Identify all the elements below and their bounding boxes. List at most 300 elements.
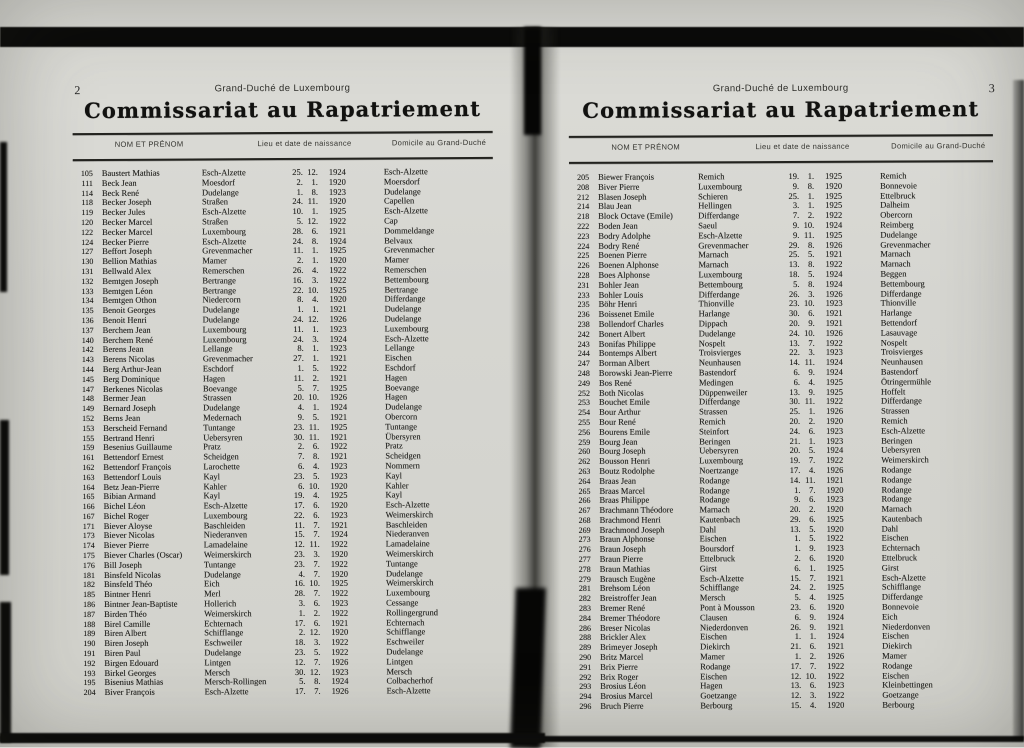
row-domicile: Esch-Alzette (385, 499, 430, 510)
row-domicile: Eschdorf (384, 362, 416, 373)
row-number: 223 (577, 231, 590, 241)
row-domicile: Schifflange (881, 581, 921, 593)
row-number: 277 (578, 554, 591, 564)
header-rule-bottom (73, 157, 493, 161)
row-number: 135 (81, 306, 94, 316)
row-birthdate: 22. 3. 1923 (789, 347, 843, 358)
row-domicile: Dalheim (880, 199, 910, 210)
row-domicile: Kautenbach (881, 513, 923, 524)
row-domicile: Dudelange (880, 229, 918, 240)
row-domicile: Neunhausen (880, 356, 923, 367)
row-name: Brosius Léon (600, 681, 646, 692)
row-name: Bohler Louis (598, 289, 644, 300)
row-name: Beck René (101, 187, 140, 198)
row-number: 218 (577, 212, 590, 222)
row-name: Breistroffer Jean (599, 592, 657, 604)
row-domicile: Esch-Alzette (384, 205, 428, 216)
row-domicile: Pratz (385, 440, 403, 451)
row-birthplace: Steinfort (699, 425, 729, 437)
row-birthdate: 23. 10. 1923 (788, 298, 843, 309)
row-name: Braun Alphonse (599, 534, 655, 545)
row-number: 268 (578, 515, 591, 525)
row-birthdate: 25. 1. 1925 (788, 190, 843, 201)
row-birthplace: Remich (698, 171, 725, 182)
row-number: 296 (579, 701, 592, 711)
row-number: 133 (81, 286, 94, 296)
row-number: 244 (577, 349, 590, 359)
row-domicile: Hoffelt (880, 385, 906, 397)
row-number: 161 (82, 453, 95, 463)
column-header-domicile: Domicile au Grand-Duché (891, 141, 986, 151)
row-domicile: Harlange (880, 307, 912, 318)
row-domicile: Marnach (881, 503, 912, 514)
row-name: Biver Pierre (598, 181, 640, 192)
row-birthplace: Grevenmacher (202, 353, 253, 364)
row-birthdate: 5. 8. 1924 (793, 278, 843, 289)
row-birthdate: 26. 4. 1922 (292, 264, 347, 275)
row-name: Benoit Georges (102, 304, 156, 316)
row-birthplace: Harlange (698, 308, 730, 319)
row-birthplace: Neunhausen (698, 357, 741, 368)
row-birthplace: Merl (204, 588, 221, 599)
row-domicile: Weimerskirch (881, 454, 929, 465)
page-left (58, 54, 510, 731)
row-number: 243 (577, 339, 590, 349)
row-birthdate: 28. 7. 1922 (294, 587, 349, 599)
row-name: Both Nicolas (598, 387, 644, 398)
row-birthplace: Thionville (698, 298, 735, 309)
row-number: 284 (578, 613, 592, 623)
row-number: 124 (81, 237, 94, 247)
row-name: Bemtgen Léon (102, 285, 153, 296)
page-kicker: Grand-Duché de Luxembourg (214, 82, 351, 95)
row-domicile: Grevenmacher (880, 238, 931, 250)
row-birthdate: 12. 11. 1922 (294, 538, 348, 550)
row-name: Bichel Roger (103, 510, 149, 521)
row-birthplace: Tuntange (203, 421, 236, 433)
row-birthdate: 7. 8. 1921 (297, 450, 348, 462)
row-domicile: Dommeldange (384, 224, 435, 236)
row-birthdate: 1. 2. 1926 (794, 650, 845, 661)
row-domicile: Hagen (384, 372, 408, 383)
row-birthplace: Esch-Alzette (201, 167, 246, 178)
row-birthplace: Marnach (698, 259, 729, 270)
row-birthdate: 19. 4. 1925 (293, 489, 348, 501)
row-name: Berg Dominique (102, 373, 160, 384)
row-birthplace: Kayl (203, 471, 220, 482)
row-birthdate: 2. 6. 1922 (297, 440, 348, 452)
row-birthdate: 7. 2. 1922 (792, 209, 843, 221)
row-birthplace: Esch-Alzette (698, 229, 743, 241)
row-birthplace: Hagen (202, 373, 226, 384)
row-name: Bertrand Henri (103, 432, 155, 443)
row-number: 231 (577, 280, 590, 290)
row-birthplace: Mersch (204, 666, 230, 678)
row-name: Britz Marcel (600, 651, 644, 662)
row-domicile: Luxembourg (384, 322, 429, 334)
row-domicile: Bonnevoie (881, 601, 919, 612)
row-domicile: Kahler (385, 479, 409, 490)
row-number: 192 (83, 658, 96, 668)
row-birthplace: Rodange (699, 484, 730, 495)
row-birthdate: 5. 12. 1922 (296, 215, 347, 226)
row-name: Bintner Henri (104, 588, 152, 600)
row-name: Bodry Adolphe (598, 230, 651, 241)
row-domicile: Kleinbettingen (882, 679, 933, 691)
row-birthplace: Hellingen (698, 200, 732, 211)
row-number: 269 (578, 525, 591, 535)
row-number: 255 (578, 417, 591, 427)
row-birthplace: Schifflange (204, 627, 244, 638)
row-birthdate: 23. 3. 1920 (294, 548, 348, 560)
row-birthplace: Dudelange (202, 314, 240, 325)
row-number: 259 (578, 437, 591, 447)
row-birthdate: 18. 3. 1922 (294, 636, 349, 648)
row-birthplace: Mamer (700, 651, 725, 662)
row-name: Baustert Mathias (101, 167, 160, 178)
row-number: 132 (81, 276, 94, 286)
row-number: 188 (83, 619, 96, 629)
row-number: 127 (81, 247, 94, 257)
row-name: Berchem René (102, 334, 154, 345)
row-birthdate: 11. 1. 1923 (293, 323, 347, 334)
row-domicile: Bonnevoie (880, 180, 917, 191)
row-domicile: Colbacherhof (386, 675, 433, 686)
row-domicile: Lellange (384, 342, 415, 353)
row-name: Brix Roger (600, 671, 639, 682)
row-domicile: Thionville (880, 297, 917, 308)
row-birthdate: 24. 10. 1926 (789, 327, 843, 338)
row-name: Besenius Guillaume (103, 441, 173, 453)
row-birthplace: Straßen (202, 216, 229, 227)
row-birthdate: 13. 8. 1922 (788, 258, 843, 270)
row-birthdate: 29. 6. 1925 (789, 513, 844, 524)
row-birthplace: Remerschen (202, 265, 245, 276)
row-birthplace: Eschweiler (204, 637, 243, 648)
row-number: 187 (83, 609, 96, 619)
row-number: 225 (577, 251, 590, 261)
row-domicile: Moersdorf (383, 176, 420, 187)
row-number: 248 (577, 368, 590, 378)
row-number: 282 (578, 594, 591, 604)
row-birthplace: Moesdorf (201, 177, 235, 188)
row-domicile: Echternach (386, 616, 425, 628)
row-name: Borowski Jean-Pierre (598, 367, 673, 378)
row-birthplace: Weimerskirch (204, 608, 252, 619)
row-birthdate: 20. 2. 1920 (789, 415, 844, 426)
row-number: 291 (579, 662, 592, 672)
row-name: Boenen Alphonse (598, 259, 659, 270)
row-name: Braun Joseph (599, 543, 646, 555)
row-birthplace: Remich (699, 416, 726, 427)
row-birthplace: Grevenmacher (202, 245, 253, 256)
row-birthdate: 23. 5. 1923 (293, 470, 348, 481)
row-birthplace: Niederanven (203, 529, 248, 540)
row-birthplace: Uebersyren (203, 431, 243, 442)
row-domicile: Nommern (385, 460, 420, 471)
row-birthdate: 30. 12. 1923 (294, 666, 349, 677)
row-name: Berchem Jean (102, 324, 151, 335)
row-name: Brausch Eugène (599, 573, 656, 584)
row-number: 130 (81, 257, 94, 267)
row-birthdate: 9. 5. 1921 (297, 411, 348, 422)
row-number: 185 (83, 590, 96, 600)
row-birthplace: Strassen (699, 406, 728, 417)
row-name: Biver François (104, 686, 155, 698)
row-name: Boissenet Emile (598, 308, 655, 319)
row-number: 171 (82, 521, 95, 531)
registry-table-right (565, 170, 1003, 711)
row-domicile: Grevenmacher (384, 244, 435, 255)
row-name: Bettendorf Ernest (103, 451, 164, 463)
row-domicile: Nospelt (880, 337, 908, 348)
row-birthplace: Goetzange (700, 690, 737, 701)
row-domicile: Dudelange (384, 313, 422, 324)
row-number: 214 (577, 202, 590, 212)
row-name: Becker Pierre (102, 236, 149, 247)
row-number: 253 (578, 398, 591, 408)
row-birthdate: 8. 4. 1920 (297, 294, 347, 305)
row-domicile: Echternach (881, 542, 920, 553)
row-name: Bisenius Mathias (104, 677, 164, 688)
column-header-domicile: Domicile au Grand-Duché (391, 137, 487, 148)
row-domicile: Hagen (384, 391, 408, 402)
row-birthplace: Medingen (698, 376, 734, 388)
row-number: 149 (82, 404, 95, 414)
header-rule-top (569, 134, 993, 138)
row-domicile: Luxembourg (386, 587, 430, 598)
row-number: 289 (579, 643, 592, 653)
row-name: Bernard Joseph (103, 402, 156, 414)
row-birthplace: Niederdonven (700, 621, 749, 633)
row-domicile: Baschleiden (385, 518, 428, 530)
row-birthdate: 25. 1. 1926 (789, 405, 844, 417)
row-birthdate: 23. 6. 1920 (790, 601, 844, 613)
row-birthplace: Differdange (699, 396, 740, 407)
row-name: Boden Jean (598, 220, 638, 231)
row-birthplace: Luxembourg (202, 333, 247, 344)
row-birthdate: 14. 11. 1924 (789, 356, 843, 368)
row-name: Bollendorf Charles (598, 318, 664, 329)
row-domicile: Dahl (881, 523, 899, 534)
row-name: Berens Nicolas (102, 353, 155, 365)
row-birthplace: Kayl (203, 490, 221, 501)
row-number: 159 (82, 443, 95, 453)
row-birthdate: 4. 1. 1924 (297, 401, 348, 413)
row-birthdate: 20. 2. 1920 (789, 503, 844, 515)
row-number: 228 (577, 270, 590, 280)
row-name: Bibian Armand (103, 490, 156, 502)
row-birthdate: 4. 7. 1920 (298, 568, 348, 579)
row-number: 140 (81, 335, 94, 345)
row-domicile: Tuntange (385, 558, 418, 569)
row-number: 134 (81, 296, 94, 306)
row-name: Berens Jean (102, 344, 144, 355)
row-birthplace: Pratz (203, 441, 221, 452)
row-birthplace: Bertrange (202, 284, 237, 295)
column-header-birth: Lieu et date de naissance (257, 138, 352, 149)
row-name: Bemtgen Joseph (102, 275, 159, 286)
row-birthdate: 30. 11. 1921 (293, 431, 348, 442)
row-birthdate: 13. 9. 1925 (789, 386, 844, 397)
row-number: 193 (83, 668, 96, 678)
row-domicile: Reimberg (880, 219, 914, 230)
row-birthdate: 19. 7. 1922 (789, 454, 844, 466)
row-birthdate: 23. 7. 1922 (294, 558, 348, 569)
row-number: 226 (577, 261, 590, 271)
row-domicile: Mersch (386, 665, 412, 677)
row-domicile: Ettelbruck (881, 552, 918, 563)
row-number: 260 (578, 447, 591, 457)
row-domicile: Eischen (881, 532, 909, 544)
row-birthdate: 1. 7. 1920 (794, 484, 844, 495)
row-domicile: Strassen (881, 405, 910, 416)
row-name: Brachmond Henri (599, 514, 661, 525)
row-domicile: Rodange (882, 660, 913, 671)
row-birthdate: 15. 7. 1924 (294, 529, 348, 540)
row-birthplace: Differdange (698, 210, 740, 221)
row-domicile: Berbourg (882, 699, 915, 710)
row-domicile: Eschweiler (386, 636, 425, 647)
row-birthdate: 10. 1. 1925 (292, 205, 347, 217)
row-number: 288 (579, 633, 592, 643)
row-birthdate: 17. 6. 1920 (293, 499, 348, 511)
row-birthdate: 2. 1. 1920 (296, 176, 346, 187)
row-number: 252 (577, 388, 591, 398)
row-birthplace: Rodange (699, 474, 730, 486)
header-rule-bottom (569, 160, 993, 164)
row-name: Bellwald Alex (102, 265, 152, 276)
row-birthdate: 12. 10. 1922 (790, 670, 845, 681)
row-name: Biren Paul (104, 647, 141, 658)
row-birthplace: Girst (699, 563, 717, 574)
row-domicile: Lamadelaine (385, 538, 430, 549)
row-name: Bintner Jean-Baptiste (104, 598, 178, 610)
row-name: Biever Nicolas (103, 530, 155, 541)
row-name: Bourg Jean (599, 436, 638, 447)
scan-artifact-right-edge (1013, 80, 1024, 740)
row-birthdate: 2. 12. 1920 (298, 627, 349, 638)
row-birthdate: 12. 3. 1922 (790, 689, 845, 701)
row-birthdate: 16. 10. 1925 (294, 578, 349, 589)
row-name: Bettendorf Louis (103, 471, 162, 482)
row-number: 191 (83, 649, 96, 659)
registry-table-left (69, 166, 504, 697)
row-name: Biever Aloyse (103, 520, 153, 531)
column-headers (569, 141, 993, 159)
row-number: 173 (82, 531, 95, 541)
row-name: Böhr Henri (598, 298, 638, 310)
row-domicile: Schifflange (386, 626, 426, 637)
row-birthplace: Strassen (203, 392, 232, 403)
row-name: Bichel Léon (103, 500, 146, 512)
row-number: 165 (82, 492, 95, 502)
row-birthplace: Pont à Mousson (699, 602, 755, 613)
row-number: 163 (82, 472, 95, 482)
row-birthplace: Lintgen (204, 657, 231, 668)
row-number: 122 (81, 227, 94, 237)
row-birthdate: 21. 6. 1921 (790, 640, 845, 652)
row-number: 222 (577, 221, 590, 231)
scan-artifact-gutter-top (524, 27, 541, 135)
row-birthdate: 6. 1. 1925 (794, 562, 844, 573)
row-birthdate: 1. 2. 1922 (298, 607, 349, 618)
row-number: 281 (578, 584, 591, 594)
column-headers (73, 138, 493, 156)
row-birthdate: 26. 3. 1926 (788, 288, 843, 299)
row-number: 181 (82, 570, 95, 580)
row-birthplace: Dudelange (203, 402, 240, 413)
row-birthdate: 15. 7. 1921 (790, 572, 844, 583)
row-name: Bellion Mathias (102, 255, 157, 267)
row-name: Bontemps Albert (598, 347, 657, 359)
row-name: Brosius Marcel (600, 690, 653, 702)
row-number: 148 (82, 394, 95, 404)
row-birthplace: Hollerich (204, 598, 237, 609)
row-domicile: Esch-Alzette (881, 425, 926, 436)
row-number: 273 (578, 535, 591, 545)
row-birthplace: Bettembourg (698, 278, 743, 290)
row-birthdate: 24. 2. 1925 (790, 582, 844, 593)
row-birthplace: Esch-Alzette (202, 206, 246, 217)
row-domicile: Differdange (881, 395, 922, 406)
row-birthdate: 24. 3. 1924 (293, 333, 347, 344)
row-birthplace: Luxembourg (698, 180, 742, 192)
row-domicile: Goetzange (882, 689, 919, 700)
row-birthplace: Esch-Alzette (202, 235, 247, 247)
row-name: Bourens Emile (599, 426, 650, 437)
row-domicile: Lintgen (386, 656, 413, 667)
row-birthdate: 27. 1. 1921 (293, 352, 347, 364)
row-name: Biren Albert (104, 628, 147, 639)
row-birthdate: 6. 4. 1923 (297, 460, 348, 471)
row-birthdate: 12. 7. 1926 (294, 656, 349, 667)
row-name: Brimeyer Joseph (600, 641, 658, 653)
row-domicile: Kayl (385, 470, 402, 481)
row-domicile: Rodange (881, 493, 912, 504)
row-number: 233 (577, 290, 590, 300)
row-number: 186 (83, 600, 96, 610)
row-domicile: Marnach (880, 258, 911, 269)
row-birthdate: 14. 11. 1921 (789, 474, 844, 485)
row-birthdate: 1. 1. 1921 (297, 303, 347, 315)
row-domicile: Bettembourg (384, 274, 429, 285)
row-name: Berg Arthur-Jean (102, 363, 162, 374)
row-number: 162 (82, 462, 95, 472)
row-birthdate: 1. 9. 1923 (794, 543, 844, 554)
row-birthplace: Eischen (700, 631, 728, 642)
row-birthdate: 21. 1. 1923 (789, 435, 844, 446)
row-number: 247 (577, 358, 590, 369)
row-birthdate: 6. 10. 1920 (298, 480, 348, 491)
row-number: 262 (578, 456, 591, 466)
row-number: 143 (81, 355, 94, 365)
row-domicile: Differdange (880, 287, 922, 299)
table-row (72, 685, 504, 697)
row-name: Boutz Rodolphe (599, 465, 655, 476)
row-birthdate: 17. 4. 1926 (789, 464, 844, 475)
row-number: 279 (578, 574, 591, 584)
row-birthplace: Noertzange (699, 465, 739, 476)
row-domicile: Diekirch (882, 640, 912, 651)
row-number: 131 (81, 266, 94, 277)
row-birthplace: Larochette (203, 461, 240, 472)
row-domicile: Beringen (881, 434, 913, 446)
row-domicile: Bettembourg (880, 278, 925, 289)
scan-artifact-left-edge (0, 602, 11, 742)
row-domicile: Esch-Alzette (386, 685, 431, 696)
page-number-left: 2 (74, 83, 81, 98)
